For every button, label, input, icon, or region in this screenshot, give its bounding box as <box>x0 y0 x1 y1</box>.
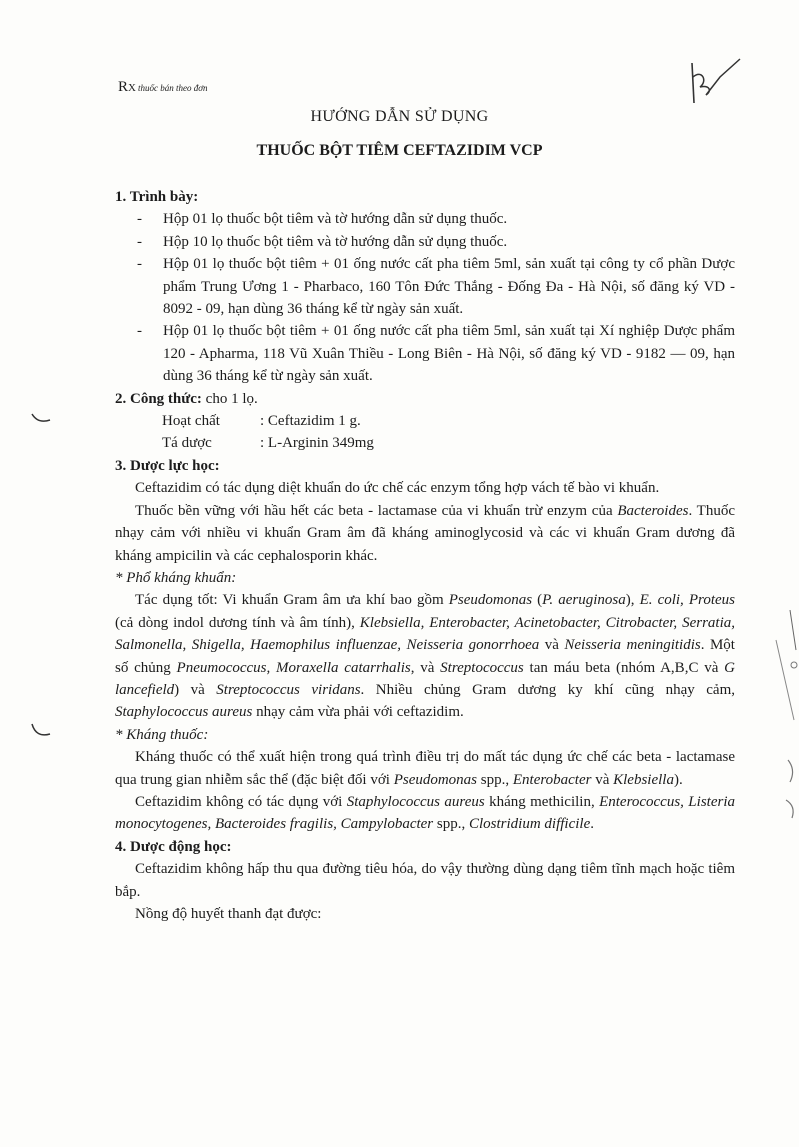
rx-sub: X <box>128 82 136 94</box>
paragraph: Thuốc bền vững với hầu hết các beta - lactamase của vi khuẩn trừ enzym của Bacteroides. Thuốc nhạy cảm với nhiều vi khuẩn Gram âm đã kháng aminoglycosid và các vi khuẩn Gram dương đã kháng ampicilin và các cephalosporin khác. <box>115 502 735 564</box>
list-item: - Hộp 01 lọ thuốc bột tiêm và tờ hướng dẫn sử dụng thuốc. <box>137 211 508 228</box>
paragraph: Ceftazidim có tác dụng diệt khuẩn do ức chế các enzym tổng hợp vách tế bào vi khuẩn. <box>135 480 660 497</box>
section-heading: 4. Dược động học: <box>115 838 232 855</box>
margin-tick-icon <box>30 410 52 426</box>
rx-label <box>118 79 208 96</box>
section-heading: 1. Trình bày: <box>115 189 199 205</box>
section-heading: 3. Dược lực học: <box>115 457 220 474</box>
rx-note: thuốc bán theo đơn <box>137 83 208 93</box>
list-item: - Hộp 10 lọ thuốc bột tiêm và tờ hướng dẫn sử dụng thuốc. <box>137 233 508 250</box>
rx-mark: R <box>118 79 129 95</box>
section-heading: 2. Công thức: cho 1 lọ. <box>115 390 258 407</box>
paragraph: Tác dụng tốt: Vi khuẩn Gram âm ưa khí bao gồm Pseudomonas (P. aeruginosa), E. coli, Proteus (cả dòng indol dương tính và âm tính), Klebsiella, Enterobacter, Acinetobacter, Citrobacter, Serratia, Salmonella, Shigella, Haemophilus influenzae, Neisseria gonorrhoea và Neisseria meningitidis. Một số chủng Pneumococcus, Moraxella catarrhalis, và Streptococcus tan máu beta (nhóm A,B,C và G lancefield) và Streptococcus viridans. Nhiều chủng Gram dương ky khí cũng nhạy cảm, Staphylococcus aureus nhạy cảm vừa phải với ceftazidim. <box>115 592 736 721</box>
margin-tick-icon <box>30 722 52 740</box>
formula-table <box>115 410 735 455</box>
paragraph: Ceftazidim không có tác dụng với Staphylococcus aureus kháng methicilin, Enterococcus, Listeria monocytogenes, Bacteroides fragilis, Campylobacter spp., Clostridium difficile. <box>115 793 735 833</box>
list-item: - Hộp 01 lọ thuốc bột tiêm + 01 ống nước cất pha tiêm 5ml, sản xuất tại Xí nghiệp Dược phẩm 120 - Apharma, 118 Vũ Xuân Thiều - Long Biên - Hà Nội, số đăng ký VD - 9182 — 09, hạn dùng 36 tháng kể từ ngày sản xuất. <box>137 323 735 385</box>
paragraph: Ceftazidim không hấp thu qua đường tiêu hóa, do vậy thường dùng dạng tiêm tĩnh mạch hoặc tiêm bắp. <box>115 861 735 900</box>
list-item: - Hộp 01 lọ thuốc bột tiêm + 01 ống nước cất pha tiêm 5ml, sản xuất tại công ty cổ phần Dược phẩm Trung Ương 1 - Pharbaco, 160 Tôn Đức Thắng - Đống Đa - Hà Nội, số đăng ký VD - 8092 - 09, hạn dùng 36 tháng kể từ ngày sản xuất. <box>137 256 735 318</box>
subheading: * Phổ kháng khuẩn: <box>115 569 237 586</box>
doc-title: HƯỚNG DẪN SỬ DỤNG <box>310 108 489 125</box>
paragraph: Kháng thuốc có thể xuất hiện trong quá trình điều trị do mất tác dụng ức chế các beta - lactamase qua trung gian nhiễm sắc thể (đặc biệt đối với Pseudomonas spp., Enterobacter và Klebsiella). <box>115 749 735 788</box>
subheading: * Kháng thuốc: <box>115 726 209 743</box>
paragraph: Nồng độ huyết thanh đạt được: <box>135 906 322 922</box>
doc-body <box>115 186 735 925</box>
presentation-list <box>115 208 735 387</box>
doc-subtitle: THUỐC BỘT TIÊM CEFTAZIDIM VCP <box>256 142 543 159</box>
edge-stamp-icon <box>768 610 799 830</box>
formula-row: Tá dược : L-Arginin 349mg <box>162 435 374 452</box>
formula-row: Hoạt chất : Ceftazidim 1 g. <box>162 413 361 430</box>
